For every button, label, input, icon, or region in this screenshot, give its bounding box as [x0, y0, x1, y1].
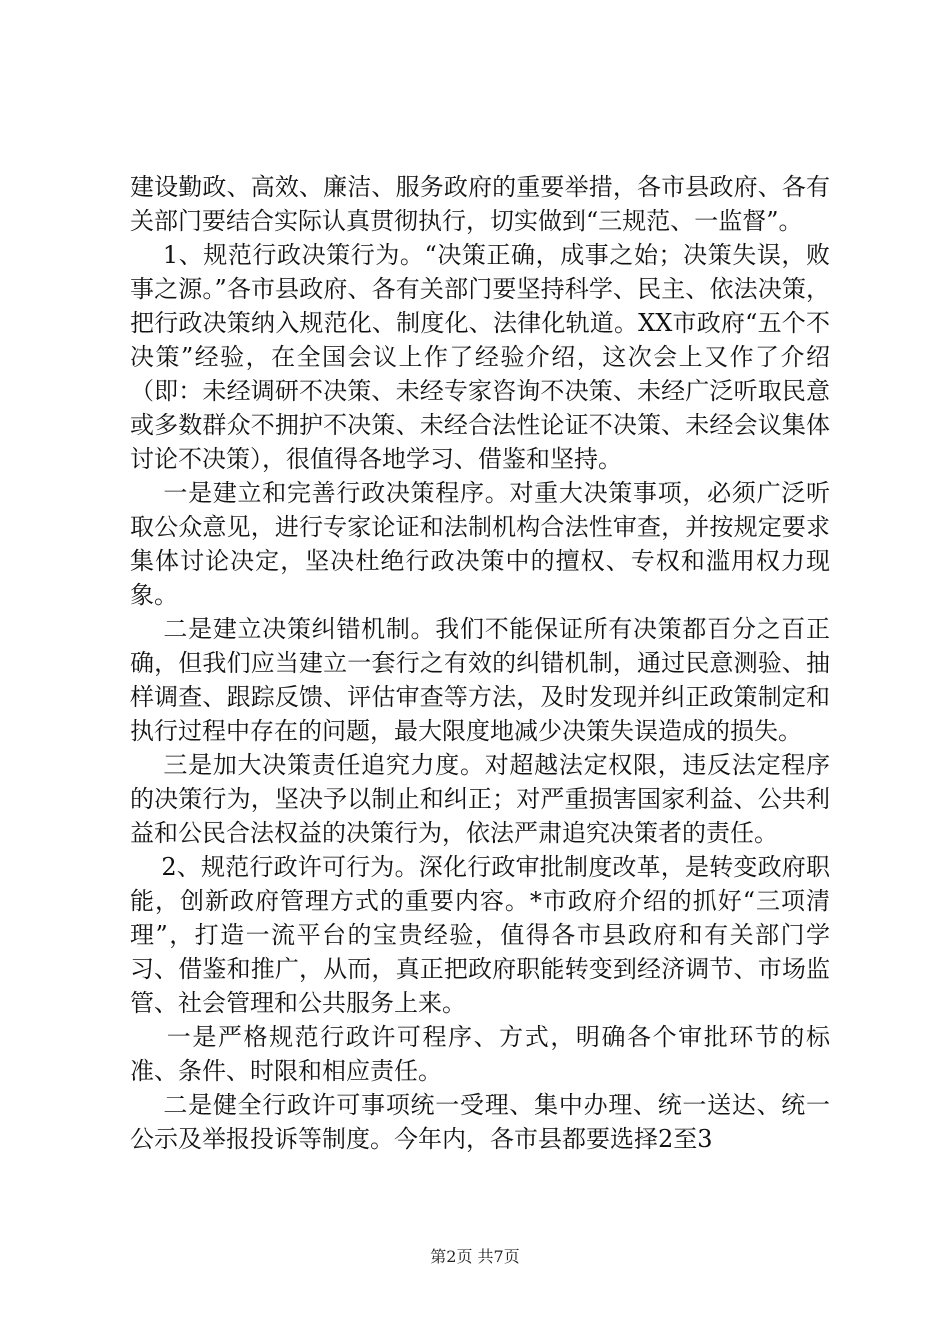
paragraph: 一是严格规范行政许可程序、方式，明确各个审批环节的标准、条件、时限和相应责任。	[130, 1023, 831, 1085]
paragraph: 一是建立和完善行政决策程序。对重大决策事项，必须广泛听取公众意见，进行专家论证和法制机构合法性审查，并按规定要求集体讨论决定，坚决杜绝行政决策中的擅权、专权和滥用权力现象。	[130, 479, 831, 609]
paragraph: 二是建立决策纠错机制。我们不能保证所有决策都百分之百正确，但我们应当建立一套行之有效的纠错机制，通过民意测验、抽样调查、跟踪反馈、评估审查等方法，及时发现并纠正政策制定和执行过程中存在的问题，最大限度地减少决策失误造成的损失。	[130, 615, 831, 745]
paragraph: 2、规范行政许可行为。深化行政审批制度改革，是转变政府职能，创新政府管理方式的重要内容。*市政府介绍的抓好“三项清理”，打造一流平台的宝贵经验，值得各市县政府和有关部门学习、借鉴和推广，从而，真正把政府职能转变到经济调节、市场监管、社会管理和公共服务上来。	[130, 853, 830, 1017]
paragraph: 三是加大决策责任追究力度。对超越法定权限，违反法定程序的决策行为，坚决予以制止和纠正；对严重损害国家利益、公共利益和公民合法权益的决策行为，依法严肃追究决策者的责任。	[130, 751, 831, 847]
document-body	[130, 170, 830, 1156]
paragraph: 二是健全行政许可事项统一受理、集中办理、统一送达、统一公示及举报投诉等制度。今年内，各市县都要选择2至3	[130, 1091, 831, 1153]
page-number-footer: 第2页 共7页	[430, 1247, 520, 1266]
paragraph: 1、规范行政决策行为。“决策正确，成事之始；决策失误，败事之源。”各市县政府、各有关部门要坚持科学、民主、依法决策，把行政决策纳入规范化、制度化、法律化轨道。XX市政府“五个不决策”经验，在全国会议上作了经验介绍，这次会上又作了介绍（即：未经调研不决策、未经专家咨询不决策、未经广泛听取民意或多数群众不拥护不决策、未经合法性论证不决策、未经会议集体讨论不决策），很值得各地学习、借鉴和坚持。	[130, 241, 831, 473]
paragraph: 建设勤政、高效、廉洁、服务政府的重要举措，各市县政府、各有关部门要结合实际认真贯彻执行，切实做到“三规范、一监督”。	[130, 173, 830, 235]
